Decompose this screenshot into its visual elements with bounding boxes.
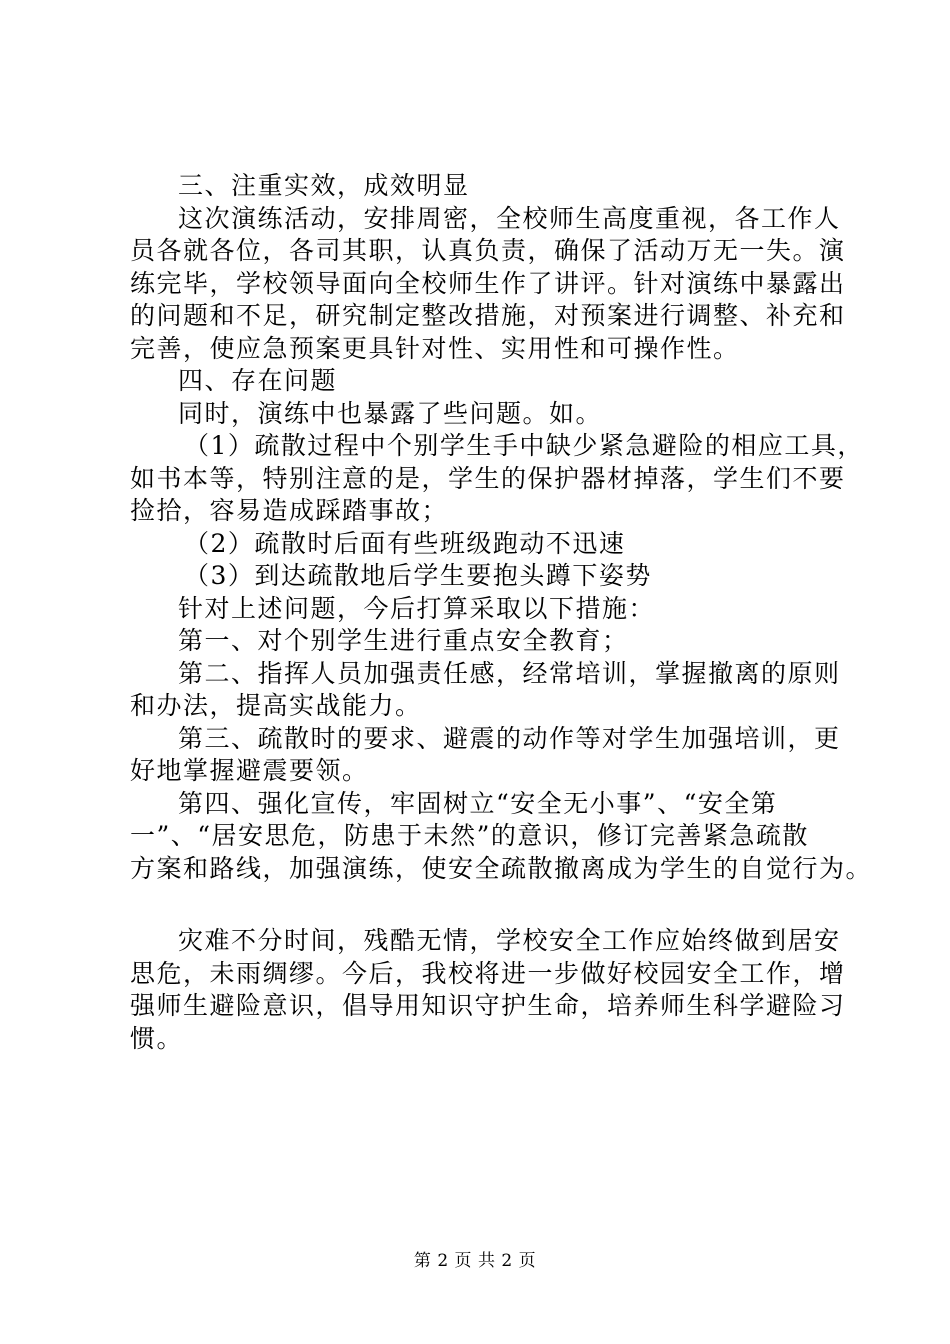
page-footer	[0, 1246, 950, 1271]
measure-fourth: 第四、强化宣传，牢固树立“安全无小事”、“安全第	[178, 788, 778, 818]
paragraph-line: 练完毕，学校领导面向全校师生作了讲评。针对演练中暴露出	[130, 268, 846, 298]
measure-first: 第一、对个别学生进行重点安全教育；	[178, 626, 629, 655]
paragraph-line: 方案和路线，加强演练，使安全疏散撤离成为学生的自觉行为。	[130, 853, 873, 883]
list-item-2: （2）疏散时后面有些班级跑动不迅速	[184, 528, 626, 558]
document-body	[130, 170, 873, 1055]
closing-paragraph-line: 强师生避险意识，倡导用知识守护生命，培养师生科学避险习	[130, 991, 846, 1020]
paragraph-line: 捡拾，容易造成踩踏事故；	[130, 496, 449, 525]
closing-paragraph-line: 灾难不分时间，残酷无情，学校安全工作应始终做到居安	[178, 926, 841, 955]
heading-section-four: 四、存在问题	[178, 366, 338, 395]
list-item-1: （1）疏散过程中个别学生手中缺少紧急避险的相应工具，	[184, 431, 864, 460]
paragraph-line: 的问题和不足，研究制定整改措施，对预案进行调整、补充和	[130, 301, 846, 330]
paragraph-line: 员各就各位，各司其职，认真负责，确保了活动万无一失。演	[130, 236, 846, 265]
paragraph-line: 好地掌握避震要领。	[130, 756, 369, 785]
paragraph-line: 同时，演练中也暴露了些问题。如。	[178, 398, 603, 428]
paragraph-line: 完善，使应急预案更具针对性、实用性和可操作性。	[130, 333, 740, 363]
paragraph-line: 这次演练活动，安排周密，全校师生高度重视，各工作人	[178, 203, 841, 233]
measure-third: 第三、疏散时的要求、避震的动作等对学生加强培训，更	[178, 723, 841, 753]
list-item-3: （3）到达疏散地后学生要抱头蹲下姿势	[184, 561, 652, 590]
paragraph-line: 如书本等，特别注意的是，学生的保护器材掉落，学生们不要	[130, 463, 846, 493]
closing-paragraph-line: 惯。	[130, 1023, 184, 1053]
heading-section-three: 三、注重实效，成效明显	[178, 171, 470, 200]
closing-paragraph-line: 思危，未雨绸缪。今后，我校将进一步做好校园安全工作，增	[130, 958, 846, 988]
paragraph-line: 一”、“居安思危，防患于未然”的意识，修订完善紧急疏散	[130, 821, 809, 850]
paragraph-spacer	[130, 885, 830, 925]
paragraph-line: 针对上述问题，今后打算采取以下措施：	[178, 593, 656, 623]
measure-second: 第二、指挥人员加强责任感，经常培训，掌握撤离的原则	[178, 658, 841, 688]
page-number-label: 第 2 页 共 2 页	[413, 1251, 537, 1271]
paragraph-line: 和办法，提高实战能力。	[130, 691, 422, 720]
